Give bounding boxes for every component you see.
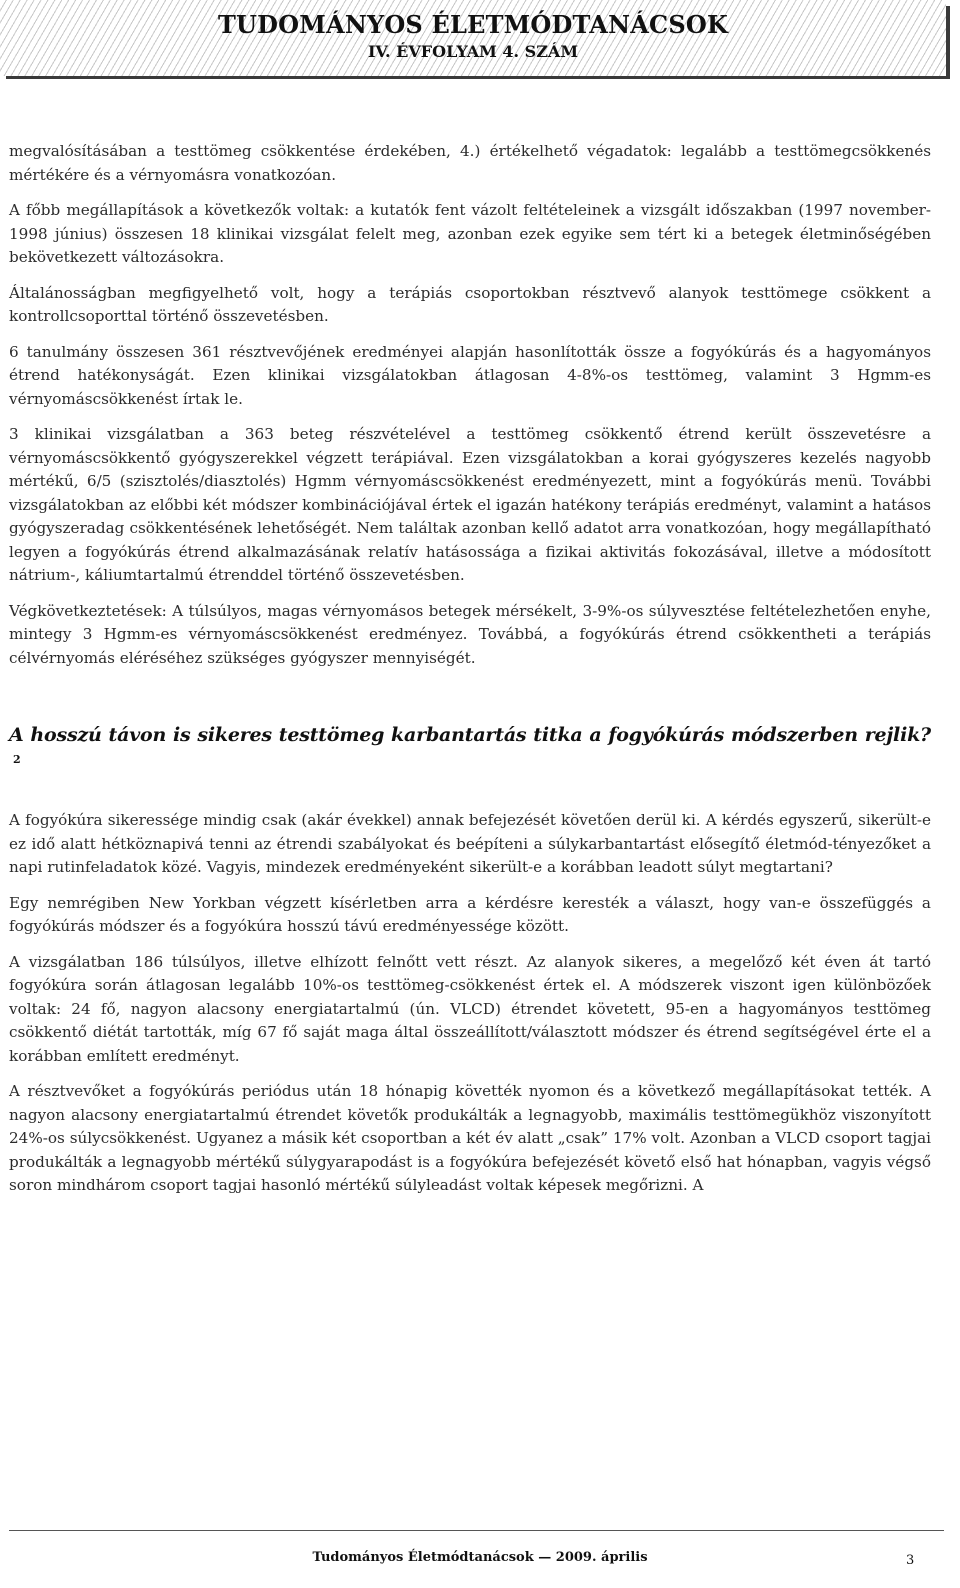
paragraph: 3 klinikai vizsgálatban a 363 beteg részvételével a testtömeg csökkentő étrend került összevetésre a vérnyomáscsökkentő gyógyszerekkel végzett terápiával. Ezen vizsgálatokban a korai gyógyszeres kezelés nagyobb mértékű, 6/5 (szisztolés/diasztolés) Hgmm vérnyomáscsökkenést eredményezett, mint a fogyókúrás menü. További vizsgálatokban az előbbi két módszer kombinációjával értek el igazán hatékony terápiás eredményt, valamint a hatásos gyógyszeradag csökkentésének lehetőségét. Nem találtak azonban kellő adatot arra vonatkozóan, hogy megállapítható legyen a fogyókúrás étrend alkalmazásának relatív hatásossága a fizikai aktivitás fokozásával, illetve a módosított nátrium-, káliumtartalmú étrenddel történő összevetésben. [9, 425, 931, 584]
footer-text: Tudományos Életmódtanácsok — 2009. április [312, 1550, 648, 1565]
paragraph: A főbb megállapítások a következők voltak: a kutatók fent vázolt feltételeinek a vizsgált időszakban (1997 november-1998 június) összesen 18 klinikai vizsgálat felelt meg, azonban ezek egyike sem tért ki a betegek életminőségében bekövetkezett változásokra. [9, 201, 931, 266]
article-body [9, 140, 931, 1198]
paragraph: A fogyókúra sikeressége mindig csak (akár évekkel) annak befejezését követően derül ki. A kérdés egyszerű, sikerült-e ez idő alatt hétköznapivá tenni az étrendi szabályokat és beépíteni a súlykarbantartást elősegítő életmód-tényezőket a napi rutinfeladatok közé. Vagyis, mindezek eredményeként sikerült-e a korábban leadott súlyt megtartani? [9, 811, 931, 876]
section-heading [9, 724, 931, 779]
journal-title: TUDOMÁNYOS ÉLETMÓDTANÁCSOK [217, 10, 729, 39]
footnote-marker[interactable]: 2 [13, 752, 21, 766]
journal-issue: IV. ÉVFOLYAM 4. SZÁM [367, 42, 579, 61]
footer-divider [9, 1530, 944, 1531]
section-heading-text: A hosszú távon is sikeres testtömeg karbantartás titka a fogyókúrás módszerben rejlik? [9, 724, 931, 746]
paragraph: Egy nemrégiben New Yorkban végzett kísérletben arra a kérdésre keresték a választ, hogy van-e összefüggés a fogyókúrás módszer és a fogyókúra hosszú távú eredményessége között. [9, 893, 931, 935]
paragraph: A vizsgálatban 186 túlsúlyos, illetve elhízott felnőtt vett részt. Az alanyok sikeres, a megelőző két éven át tartó fogyókúra során átlagosan legalább 10%-os testtömeg-csökkenést értek el. A módszerek viszont igen különbözőek voltak: 24 fő, nagyon alacsony energiatartalmú (ún. VLCD) étrendet követett, 95-en a hagyományos testtömeg csökkentő diétát tartották, míg 67 fő saját maga által összeállított/választott módszer és étrend segítségével érte el a korábban említett eredményt. [9, 952, 931, 1065]
page-number: 3 [906, 1553, 915, 1568]
journal-header [0, 0, 946, 76]
paragraph: megvalósításában a testtömeg csökkentése érdekében, 4.) értékelhető végadatok: legalább a testtömegcsökkenés mértékére és a vérnyomásra vonatkozóan. [9, 142, 931, 184]
conclusion-paragraph: Végkövetkeztetések: A túlsúlyos, magas vérnyomásos betegek mérsékelt, 3-9%-os súlyvesztése feltételezhetően enyhe, mintegy 3 Hgmm-es vérnyomáscsökkenést eredményez. Továbbá, a fogyókúrás étrend csökkentheti a terápiás célvérnyomás eléréséhez szükséges gyógyszer mennyiségét. [9, 601, 931, 667]
paragraph: 6 tanulmány összesen 361 résztvevőjének eredményei alapján hasonlították össze a fogyókúrás és a hagyományos étrend hatékonyságát. Ezen klinikai vizsgálatokban átlagosan 4-8%-os testtömeg, valamint 3 Hgmm-es vérnyomáscsökkenést írtak le. [9, 342, 931, 408]
paragraph: A résztvevőket a fogyókúrás periódus után 18 hónapig követték nyomon és a következő megállapításokat tették. A nagyon alacsony energiatartalmú étrendet követők produkálták a legnagyobb, maximális testtömegükhöz viszonyított 24%-os súlycsökkenést. Ugyanez a másik két csoportban a két év alatt „csak” 17% volt. Azonban a VLCD csoport tagjai produkálták a legnagyobb mértékű súlygyarapodást is a fogyókúra befejezését követő első hat hónapban, vagyis végső soron mindhárom csoport tagjai hasonló mértékű súlyleadást voltak képesek megőrizni. A [9, 1082, 931, 1194]
paragraph: Általánosságban megfigyelhető volt, hogy a terápiás csoportokban résztvevő alanyok testtömege csökkent a kontrollcsoporttal történő összevetésben. [9, 283, 931, 325]
